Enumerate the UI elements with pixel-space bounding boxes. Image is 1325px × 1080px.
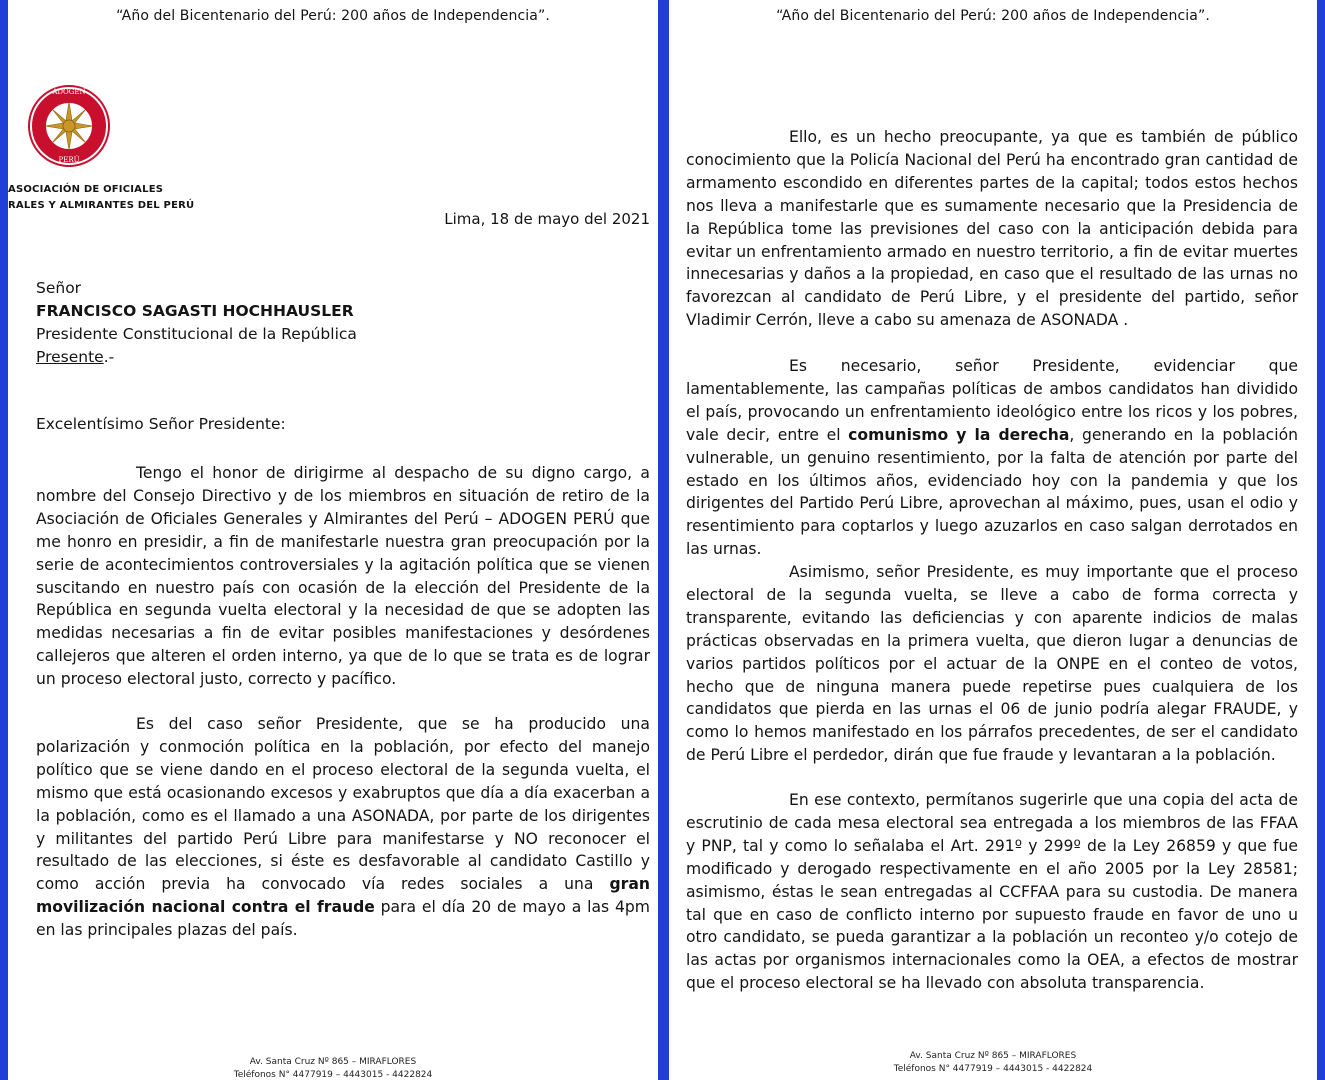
body-paragraph-3: Ello, es un hecho preocupante, ya que es también de público conocimiento que la Policía Nacional del Perú ha encontrado gran cantidad de armamento escondido en diferentes partes de la capital; todos estos hechos nos lleva a manifestarle que es sumamente necesario que la Presidencia de la República tome las previsiones del caso con la anticipación debida para evitar un enfrentamiento armado en nuestro territorio, a fin de evitar muertes innecesarias y daños a la propiedad, en caso que el resultado de las urnas no favorezcan al candidato de Perú Libre, y el presidente del partido, señor Vladimir Cerrón, lleve a cabo su amenaza de ASONADA . bbox=[686, 128, 1298, 330]
letter-footer-1 bbox=[8, 1056, 658, 1080]
motto-header: “Año del Bicentenario del Perú: 200 años de Independencia”. bbox=[776, 8, 1210, 24]
org-name-line1: ASOCIACIÓN DE OFICIALES bbox=[8, 184, 164, 195]
addressee-name: FRANCISCO SAGASTI HOCHHAUSLER bbox=[36, 302, 354, 320]
footer-address: Av. Santa Cruz Nº 865 – MIRAFLORES bbox=[909, 1051, 1077, 1061]
org-name bbox=[8, 182, 194, 214]
letter-page-2 bbox=[669, 0, 1317, 1080]
letter-footer-2 bbox=[669, 1050, 1317, 1076]
addressee-presente bbox=[36, 346, 357, 369]
body-paragraph-5: Asimismo, señor Presidente, es muy importante que el proceso electoral de la segunda vuelta, se lleve a cabo de forma correcta y transparente, evitando las deficiencias y con aparente indicios de malas prácticas observadas en la primera vuelta, que dieron lugar a denuncias de varios partidos políticos por el actuar de la ONPE en el conteo de votos, hecho que de ninguna manera puede repetirse pues cualquiera de los candidatos que pierda en las urnas el 06 de junio podría alegar FRAUDE, y como lo hemos manifestado en los párrafos precedentes, de ser el candidato de Perú Libre el perdedor, dirán que fue fraude y levantaran a la población. bbox=[686, 563, 1298, 765]
paragraph-2-text-b: para el día 20 de mayo a las 4pm en las principales plazas del país. bbox=[36, 898, 650, 940]
body-paragraph-6: En ese contexto, permítanos sugerirle que una copia del acta de escrutinio de cada mesa electoral sea entregada a los miembros de las FFAA y PNP, tal y como lo señalaba el Art. 291º y 299º de la Ley 26859 y que fue modificado y derogado respectivamente en el año 2005 por la Ley 28581; asimismo, éstas le sean entregadas al CCFFAA para su custodia. De manera tal que en caso de conflicto interno por supuesto fraude en favor de uno u otro candidato, se pueda garantizar a la población un reconteo y/o cotejo de las actas por organismos internacionales como la OEA, a efectos de mostrar que el proceso electoral se ha llevado con absoluta transparencia. bbox=[686, 791, 1298, 993]
presente-suffix: .- bbox=[103, 348, 115, 366]
presente-word: Presente bbox=[36, 348, 104, 366]
logo-top-text: ADOGEN bbox=[52, 88, 86, 96]
adogen-peru-seal-icon bbox=[28, 82, 110, 170]
addressee-position: Presidente Constitucional de la República bbox=[36, 325, 357, 343]
paragraph-4-text-a: Es necesario, señor Presidente, evidenciar que lamentablemente, las campañas políticas de ambos candidatos han dividido el país, provocando un enfrentamiento ideológico entre los ricos y los pobres, vale decir, entre el bbox=[686, 357, 1298, 444]
paragraph-4-text-b: , generando en la población vulnerable, un genuino resentimiento, por la falta de atención por parte del estado en los últimos años, evidenciado hoy con la pandemia y que los dirigentes del Partido Perú Libre, aprovechan al máximo, pues, usan el odio y resentimiento para coptarlos y luego azuzarlos en caso salgan derrotados en las urnas. bbox=[686, 425, 1298, 559]
addressee-title: Señor bbox=[36, 279, 82, 297]
paragraph-4-bold: comunismo y la derecha bbox=[848, 425, 1070, 444]
body-paragraph-2 bbox=[36, 713, 650, 942]
logo-bottom-text: PERÚ bbox=[58, 156, 80, 164]
motto-header: “Año del Bicentenario del Perú: 200 años de Independencia”. bbox=[116, 8, 550, 24]
paragraph-2-text-a: Es del caso señor Presidente, que se ha producido una polarización y conmoción política en la población, por efecto del manejo político que se viene dando en el proceso electoral de la segunda vuelta, el mismo que está ocasionando excesos y exabruptos que día a día exacerban a la población, como es el llamado a una ASONADA, por parte de los dirigentes y militantes del partido Perú Libre para manifestarse y NO reconocer el resultado de las elecciones, si éste es desfavorable al candidato Castillo y como acción previa ha convocado vía redes sociales a una bbox=[36, 715, 650, 894]
footer-phones: Teléfonos N° 4477919 – 4443015 - 4422824 bbox=[233, 1070, 433, 1080]
footer-address: Av. Santa Cruz Nº 865 – MIRAFLORES bbox=[249, 1057, 417, 1067]
letter-page-1 bbox=[8, 0, 658, 1080]
salutation: Excelentísimo Señor Presidente: bbox=[36, 415, 286, 433]
addressee-block bbox=[36, 277, 357, 369]
org-name-line2: RALES Y ALMIRANTES DEL PERÚ bbox=[8, 200, 195, 211]
footer-phones: Teléfonos N° 4477919 – 4443015 - 4422824 bbox=[893, 1064, 1093, 1074]
paragraph-2-bold: gran movilización nacional contra el fraude bbox=[36, 875, 650, 917]
letter-date: Lima, 18 de mayo del 2021 bbox=[444, 210, 650, 228]
body-paragraph-4 bbox=[686, 355, 1298, 561]
body-paragraph-1: Tengo el honor de dirigirme al despacho de su digno cargo, a nombre del Consejo Directivo y de los miembros en situación de retiro de la Asociación de Oficiales Generales y Almirantes del Perú – ADOGEN PERÚ que me honro en presidir, a fin de manifestarle nuestra gran preocupación por la serie de acontecimientos controversiales y la agitación política que se vienen suscitando en nuestro país con ocasión de la elección del Presidente de la República en segunda vuelta electoral y la necesidad de que se adopten las medidas necesarias a fin de evitar posibles manifestaciones y desórdenes callejeros que alteren el orden interno, ya que de lo que se trata es de lograr un proceso electoral justo, correcto y pacífico. bbox=[36, 464, 650, 689]
